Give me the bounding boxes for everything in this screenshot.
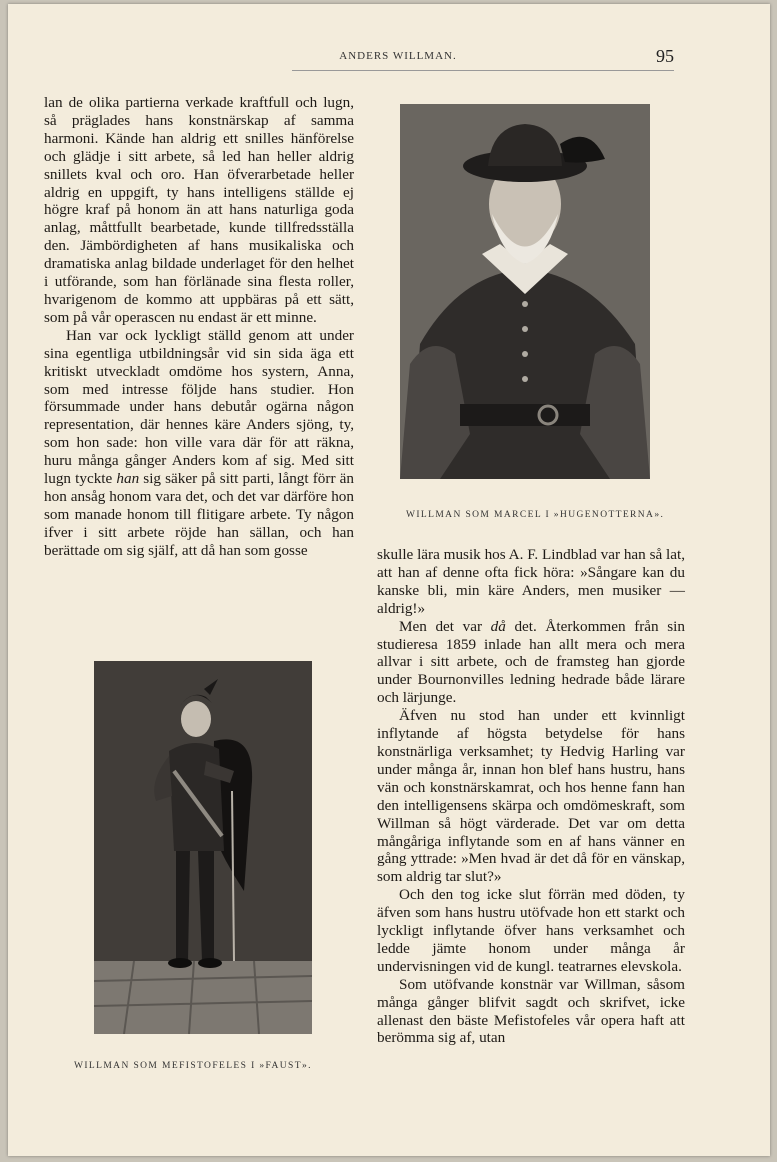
paragraph bbox=[44, 327, 354, 560]
text-run: Han var ock lyckligt ställd genom att under sina egentliga utbildningsår vid sin sida äga ett kritiskt utveckladt omdöme hos systern, Anna, som med intresse följde hans studier. Hon försummade under hans debutår ogärna någon representation, där hennes käre Anders sjöng, ty, som hon sade: hon ville vara där för att räkna, huru många gånger Anders kom af sig. Med sitt lugn tyckte bbox=[44, 326, 354, 488]
photo-caption-bottom: WILLMAN SOM MEFISTOFELES I »FAUST». bbox=[74, 1061, 312, 1071]
running-title: ANDERS WILLMAN. bbox=[339, 50, 457, 62]
text-run: Men det var bbox=[399, 617, 491, 635]
italic-text: han bbox=[116, 470, 140, 488]
paragraph: Äfven nu stod han under ett kvinnligt inflytande af högsta betydelse för hans konstnärliga verksamhet; ty Hedvig Harling var under många år, innan hon blef hans hustru, hans vän och konstnärskamrat, och hos henne fann han den intelligensens skärpa och omdömeskraft, som Willman så högt värderade. Det var om detta mångåriga inflytande som en af hans vänner en gång yttrade: »Men hvad är det då för en vänskap, som aldrig tar slut?» bbox=[377, 707, 685, 886]
photo-mefistofeles-illustration bbox=[94, 661, 312, 1034]
photo-marcel bbox=[400, 104, 650, 479]
italic-text: då bbox=[490, 617, 506, 635]
paragraph: lan de olika partierna verkade kraftfull och lugn, så präglades hans konstnärskap af samma harmoni. Kände han aldrig ett snilles hänförelse och glädje i sitt arbete, så led han heller aldrig snillets kval och oro. Han öfverarbetade heller aldrig en uppgift, ty hans intelligens ställde ej högre kraf på honom än att hans naturliga goda anlag, måttfullt bearbetade, kunde tillfredsställa den. Jämbördigheten af hans musikaliska och dramatiska anlag bildade underlaget för den helhet i utförande, som han förlänade sina flesta roller, hvarigenom de kommo att uppbäras på ett sätt, som på vår operascen nu endast är ett minne. bbox=[44, 94, 354, 326]
photo-marcel-illustration bbox=[400, 104, 650, 479]
paragraph: skulle lära musik hos A. F. Lindblad var han så lat, att han af denne ofta fick höra: »Sångare kan du kanske bli, min käre Anders, men musiker — aldrig!» bbox=[377, 546, 685, 617]
book-page bbox=[8, 4, 770, 1156]
page-number: 95 bbox=[656, 46, 674, 66]
paragraph: Som utöfvande konstnär var Willman, såsom många gånger blifvit sagdt och skrifvet, icke allenast den bäste Mefistofeles vår opera haft att berömma sig af, utan bbox=[377, 975, 685, 1047]
text-run: sig säker på sitt parti, långt förr än hon ansåg honom vara det, och det var därföre hon som manade honom till flitigare arbete. Ty någon ifver i sitt arbete röjde han sällan, och han berättade om sig själf, att då han som gosse bbox=[44, 470, 354, 559]
text-run: det. Återkommen från sin studieresa 1859 inlade han allt mera och mera allvar i sitt arbete, och de framsteg han gjorde under Bournonvilles ledning hedrade både lärare och lärjunge. bbox=[377, 617, 685, 707]
paragraph: Och den tog icke slut förrän med döden, ty äfven som hans hustru utöfvade hon ett starkt och lyckligt inflytande öfver hans verksamhet och ledde jämte honom under många år undervisningen vid de kungl. teatrarnes elevskola. bbox=[377, 886, 685, 975]
left-text-column bbox=[44, 94, 354, 560]
photo-caption-top: WILLMAN SOM MARCEL I »HUGENOTTERNA». bbox=[406, 510, 665, 520]
photo-mefistofeles bbox=[94, 661, 312, 1034]
header-rule bbox=[292, 70, 674, 71]
right-text-column bbox=[377, 546, 685, 1047]
paragraph bbox=[377, 618, 685, 708]
